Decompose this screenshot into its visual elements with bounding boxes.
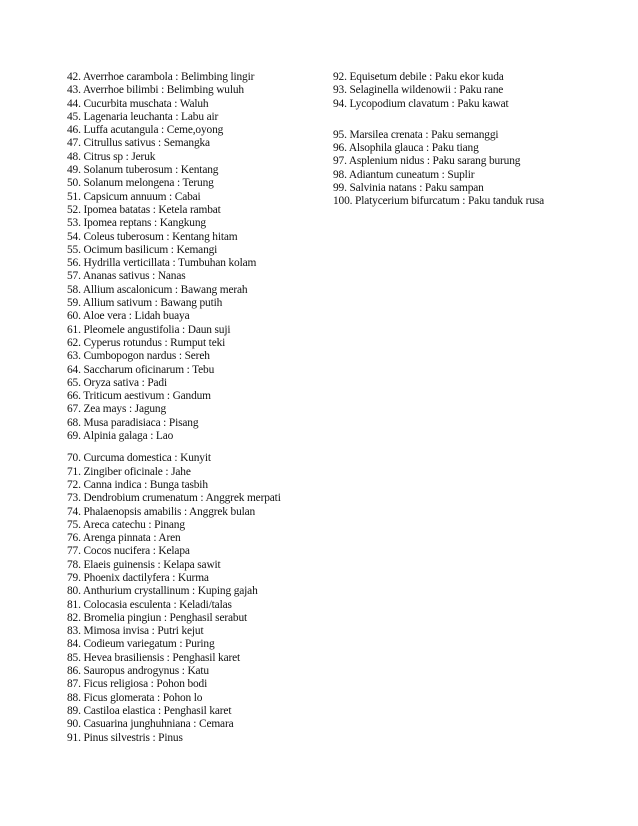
list-item: 77. Cocos nucifera : Kelapa xyxy=(67,545,190,558)
list-item: 71. Zingiber oficinale : Jahe xyxy=(67,465,191,478)
list-item: 75. Areca catechu : Pinang xyxy=(67,518,185,531)
list-item: 63. Cumbopogon nardus : Sereh xyxy=(67,350,210,363)
list-item: 84. Codieum variegatum : Puring xyxy=(67,638,215,651)
list-item: 57. Ananas sativus : Nanas xyxy=(67,270,186,283)
list-item: 46. Luffa acutangula : Ceme,oyong xyxy=(67,124,224,137)
list-item: 78. Elaeis guinensis : Kelapa sawit xyxy=(67,558,221,571)
list-item: 91. Pinus silvestris : Pinus xyxy=(67,731,183,744)
list-item: 64. Saccharum oficinarum : Tebu xyxy=(67,363,215,376)
left-column-list xyxy=(67,71,327,745)
list-item: 48. Citrus sp : Jeruk xyxy=(67,150,156,163)
list-item: 42. Averrhoe carambola : Belimbing lingir xyxy=(67,71,255,83)
list-item: 92. Equisetum debile : Paku ekor kuda xyxy=(333,71,504,83)
list-item: 85. Hevea brasiliensis : Penghasil karet xyxy=(67,651,241,664)
list-item: 49. Solanum tuberosum : Kentang xyxy=(67,164,219,177)
list-item: 66. Triticum aestivum : Gandum xyxy=(67,390,211,403)
list-item: 44. Cucurbita muschata : Waluh xyxy=(67,97,209,110)
list-item: 45. Lagenaria leuchanta : Labu air xyxy=(67,110,219,123)
list-item: 98. Adiantum cuneatum : Suplir xyxy=(333,168,475,181)
list-item: 72. Canna indica : Bunga tasbih xyxy=(67,478,208,491)
list-item: 67. Zea mays : Jagung xyxy=(67,403,167,416)
list-item: 69. Alpinia galaga : Lao xyxy=(67,430,174,443)
list-item: 96. Alsophila glauca : Paku tiang xyxy=(333,142,479,155)
list-item: 60. Aloe vera : Lidah buaya xyxy=(67,310,190,323)
list-item: 47. Citrullus sativus : Semangka xyxy=(67,137,210,150)
list-item: 82. Bromelia pingiun : Penghasil serabut xyxy=(67,611,248,624)
list-item: 87. Ficus religiosa : Pohon bodi xyxy=(67,678,208,691)
list-item: 54. Coleus tuberosum : Kentang hitam xyxy=(67,230,238,243)
list-item: 94. Lycopodium clavatum : Paku kawat xyxy=(333,97,509,110)
list-item: 59. Allium sativum : Bawang putih xyxy=(67,297,223,310)
right-column-list xyxy=(333,71,613,209)
list-item: 99. Salvinia natans : Paku sampan xyxy=(333,182,484,195)
list-item: 74. Phalaenopsis amabilis : Anggrek bulan xyxy=(67,505,256,518)
list-item: 70. Curcuma domestica : Kunyit xyxy=(67,452,211,465)
list-item: 80. Anthurium crystallinum : Kuping gajah xyxy=(67,585,258,598)
list-item: 88. Ficus glomerata : Pohon lo xyxy=(67,691,203,704)
list-item: 62. Cyperus rotundus : Rumput teki xyxy=(67,336,226,349)
list-item: 43. Averrhoe bilimbi : Belimbing wuluh xyxy=(67,84,244,97)
list-item: 93. Selaginella wildenowii : Paku rane xyxy=(333,84,504,97)
list-item: 100. Platycerium bifurcatum : Paku tanduk rusa xyxy=(333,195,545,208)
list-item: 79. Phoenix dactilyfera : Kurma xyxy=(67,571,209,584)
list-item: 50. Solanum melongena : Terung xyxy=(67,177,214,190)
list-item: 55. Ocimum basilicum : Kemangi xyxy=(67,243,218,256)
list-item: 58. Allium ascalonicum : Bawang merah xyxy=(67,283,248,296)
list-item: 89. Castiloa elastica : Penghasil karet xyxy=(67,704,232,717)
list-item: 65. Oryza sativa : Padi xyxy=(67,376,167,389)
list-item: 51. Capsicum annuum : Cabai xyxy=(67,190,201,203)
list-item: 53. Ipomea reptans : Kangkung xyxy=(67,217,206,230)
list-item: 86. Sauropus androgynus : Katu xyxy=(67,665,209,678)
list-item: 81. Colocasia esculenta : Keladi/talas xyxy=(67,598,232,611)
list-item: 68. Musa paradisiaca : Pisang xyxy=(67,416,199,429)
list-item: 95. Marsilea crenata : Paku semanggi xyxy=(333,128,499,141)
list-item: 83. Mimosa invisa : Putri kejut xyxy=(67,625,204,638)
list-item: 97. Asplenium nidus : Paku sarang burung xyxy=(333,155,521,168)
list-item: 56. Hydrilla verticillata : Tumbuhan kolam xyxy=(67,257,257,270)
list-item: 76. Arenga pinnata : Aren xyxy=(67,532,181,545)
list-item: 52. Ipomea batatas : Ketela rambat xyxy=(67,203,221,216)
list-item: 90. Casuarina junghuhniana : Cemara xyxy=(67,718,234,731)
list-item: 73. Dendrobium crumenatum : Anggrek merpati xyxy=(67,492,281,505)
list-item: 61. Pleomele angustifolia : Daun suji xyxy=(67,323,231,336)
